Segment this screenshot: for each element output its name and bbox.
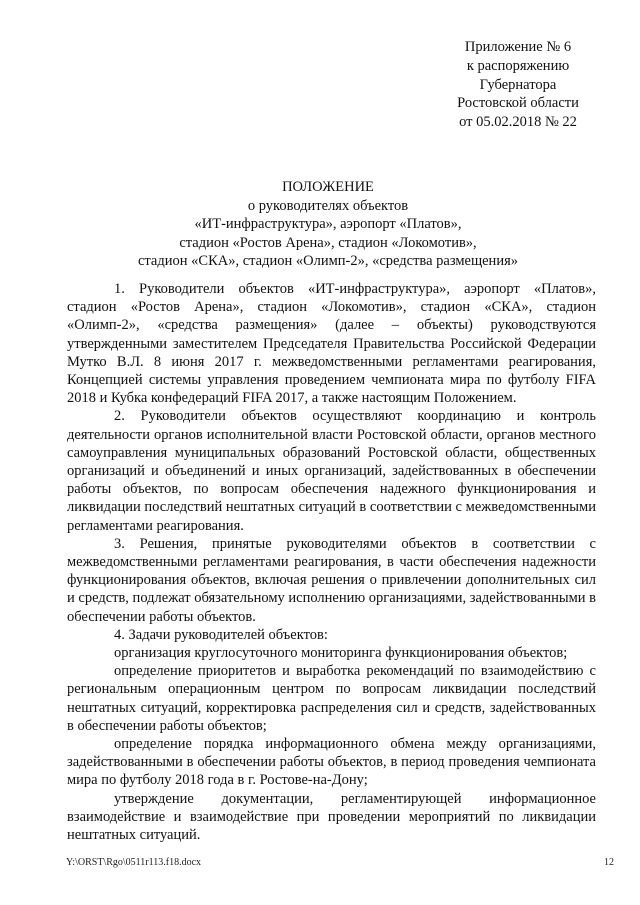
document-body xyxy=(67,280,596,844)
document-title xyxy=(60,178,596,271)
footer-file-path: Y:\ORST\Rgo\0511r113.f18.docx xyxy=(66,857,202,868)
paragraph: определение порядка информационного обмена между организациями, задействованными в обеспечении работы объектов, в период проведения чемпионата мира по футболу 2018 года в г. Ростове-на-Дону; xyxy=(67,736,596,789)
title-subline: «ИТ-инфраструктура», аэропорт «Платов», xyxy=(194,216,462,233)
paragraph: утверждение документации, регламентирующей информационное взаимодействие и взаимодействие при проведении мероприятий по ликвидации нештатных ситуаций. xyxy=(67,790,596,844)
title-subline: стадион «Ростов Арена», стадион «Локомотив», xyxy=(179,234,477,251)
page-number: 12 xyxy=(604,857,614,868)
appendix-line: к распоряжению xyxy=(466,57,570,74)
paragraph: 2. Руководители объектов осуществляют координацию и контроль деятельности органов исполнительной власти Ростовской области, органов местного самоуправления муниципальных образований Ростовской области, общественных организаций и объединений и иных организаций, задействованных в обеспечении работы объектов, по вопросам обеспечения надежного функционирования и ликвидации последствий нештатных ситуаций в соответствии с межведомственными регламентами реагирования. xyxy=(67,408,596,534)
appendix-block xyxy=(418,38,618,132)
title-subline: стадион «СКА», стадион «Олимп-2», «средства размещения» xyxy=(137,253,519,270)
title-subline: о руководителях объектов xyxy=(247,197,409,214)
paragraph: 1. Руководители объектов «ИТ-инфраструктура», аэропорт «Платов», стадион «Ростов Арена», стадион «Локомотив», стадион «СКА», стадион «Олимп-2», «средства размещения» (далее – объекты) руководствуются утвержденными заместителем Председателя Правительства Российской Федерации Мутко В.Л. 8 июня 2017 г. межведомственными регламентами реагирования, Концепцией системы управления проведением чемпионата мира по футболу FIFA 2018 и Кубка конфедераций FIFA 2017, а также настоящим Положением. xyxy=(67,281,596,407)
paragraph: 3. Решения, принятые руководителями объектов в соответствии с межведомственными регламентами реагирования, в части обеспечения надежности функционирования объектов, включая решения о привлечении дополнительных сил и средств, подлежат обязательному исполнению организациями, задействованными в обеспечении работы объектов. xyxy=(67,535,597,625)
appendix-line: от 05.02.2018 № 22 xyxy=(459,114,577,131)
paragraph: организация круглосуточного мониторинга функционирования объектов; xyxy=(114,645,568,662)
appendix-line: Губернатора xyxy=(479,76,557,93)
paragraph: определение приоритетов и выработка рекомендаций по взаимодействию с региональным операционным центром по вопросам ликвидации последствий нештатных ситуаций, корректировка распределения сил и средств, задействованных в обеспечении работы объектов; xyxy=(67,663,596,734)
appendix-line: Ростовской области xyxy=(457,95,579,112)
title-heading: ПОЛОЖЕНИЕ xyxy=(282,179,374,195)
paragraph: 4. Задачи руководителей объектов: xyxy=(114,626,328,643)
appendix-line: Приложение № 6 xyxy=(464,39,572,55)
